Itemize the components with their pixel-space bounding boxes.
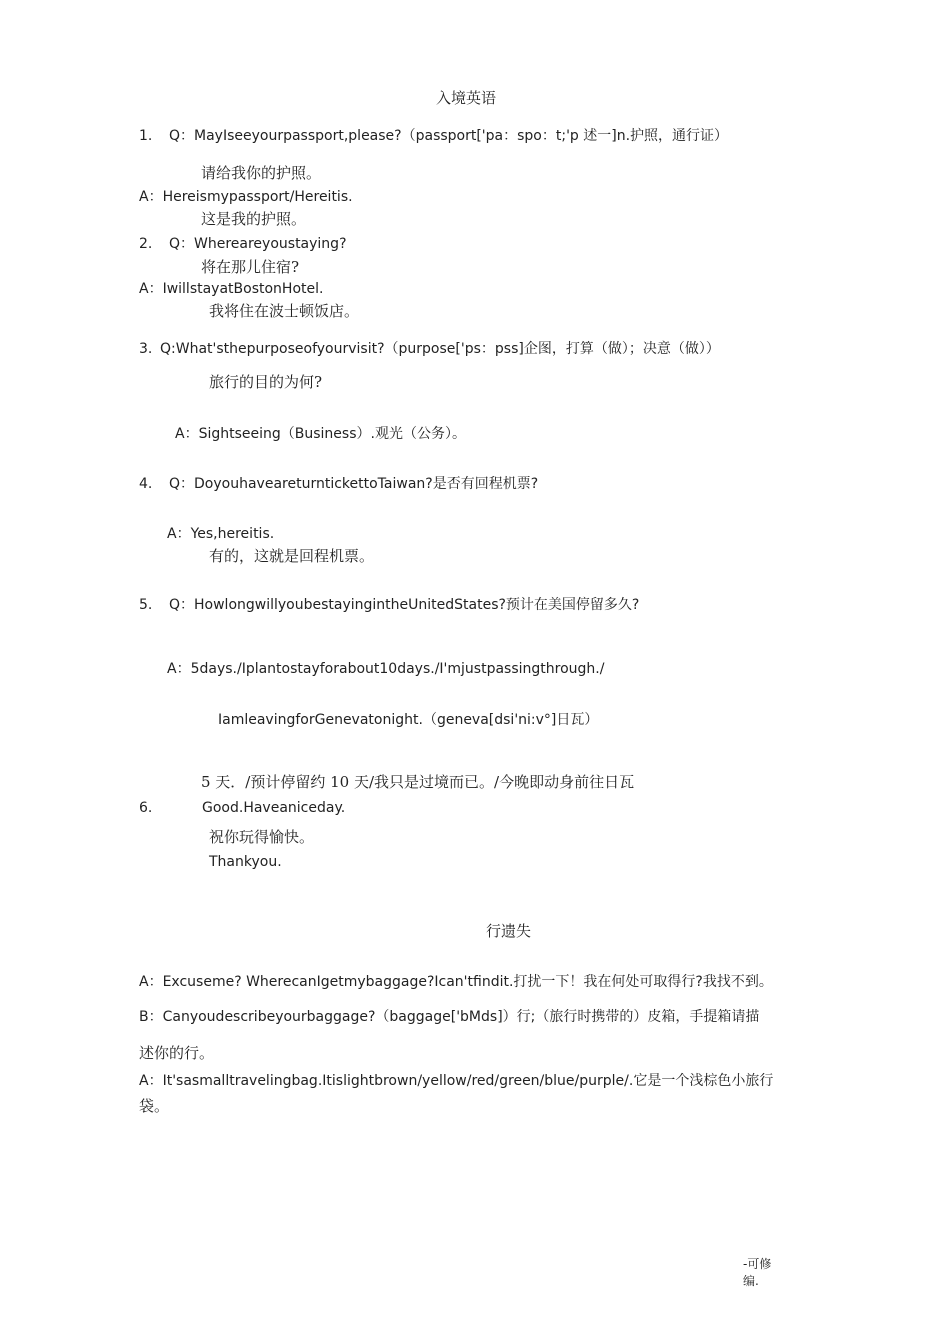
translation-line: 将在那儿住宿?: [201, 258, 300, 276]
footer-note: 编.: [743, 1274, 759, 1288]
translation-line: 有的，这就是回程机票。: [209, 547, 375, 565]
translation-line: 祝你玩得愉快。: [209, 828, 315, 846]
item-number: 6.: [139, 800, 153, 816]
dialog-line: B：Canyoudescribeyourbaggage?（baggage['bMds]）行;（旅行时携带的）皮箱，手提箱请描: [139, 1009, 760, 1025]
item-number: 5.: [139, 597, 153, 613]
answer-line: A：Sightseeing（Business）.观光（公务）。: [175, 426, 466, 442]
dialog-line: 袋。: [139, 1097, 170, 1115]
answer-line: A：IwillstayatBostonHotel.: [139, 281, 324, 297]
question-line: Q：HowlongwillyoubestayingintheUnitedStates?预计在美国停留多久?: [169, 597, 640, 613]
translation-line: 这是我的护照。: [201, 210, 307, 228]
translation-line: 5 天．/预计停留约 10 天/我只是过境而已。/今晚即动身前往日瓦: [201, 773, 635, 791]
item-number: 1.: [139, 128, 153, 144]
question-line: Q：DoyouhaveareturntickettoTaiwan?是否有回程机票?: [169, 476, 539, 492]
answer-line: A：5days./Iplantostayforabout10days./I'mjustpassingthrough./: [167, 661, 605, 677]
question-line: Q：MayIseeyourpassport,please?（passport['pa：spo：t;'p 述一]n.护照，通行证）: [169, 128, 729, 144]
footer-note: -可修: [743, 1257, 772, 1271]
question-line: Q:What'sthepurposeofyourvisit?（purpose['ps：pss]企图，打算（做）；决意（做））: [160, 341, 720, 357]
answer-line: A：Hereismypassport/Hereitis.: [139, 189, 353, 205]
item-number: 4.: [139, 476, 153, 492]
page-title: 入境英语: [436, 89, 497, 107]
translation-line: 请给我你的护照。: [201, 164, 322, 182]
item-number: 2.: [139, 236, 153, 252]
translation-line: 我将住在波士顿饭店。: [209, 302, 360, 320]
section-title: 行遗失: [486, 922, 532, 940]
answer-line: A：Yes,hereitis.: [167, 526, 275, 542]
dialog-line: A：It'sasmalltravelingbag.Itislightbrown/yellow/red/green/blue/purple/.它是一个浅棕色小旅行: [139, 1073, 774, 1089]
dialog-line: 述你的行。: [139, 1044, 215, 1062]
answer-line: IamleavingforGenevatonight.（geneva[dsi'ni:v°]日瓦）: [218, 712, 599, 728]
question-line: Good.Haveaniceday.: [202, 800, 346, 816]
translation-line: 旅行的目的为何?: [209, 373, 323, 391]
dialog-line: A：Excuseme? WherecanIgetmybaggage?Ican'tfindit.打扰一下！我在何处可取得行?我找不到。: [139, 974, 773, 990]
item-number: 3.: [139, 341, 153, 357]
answer-line: Thankyou.: [209, 854, 282, 870]
question-line: Q：Whereareyoustaying?: [169, 236, 347, 252]
